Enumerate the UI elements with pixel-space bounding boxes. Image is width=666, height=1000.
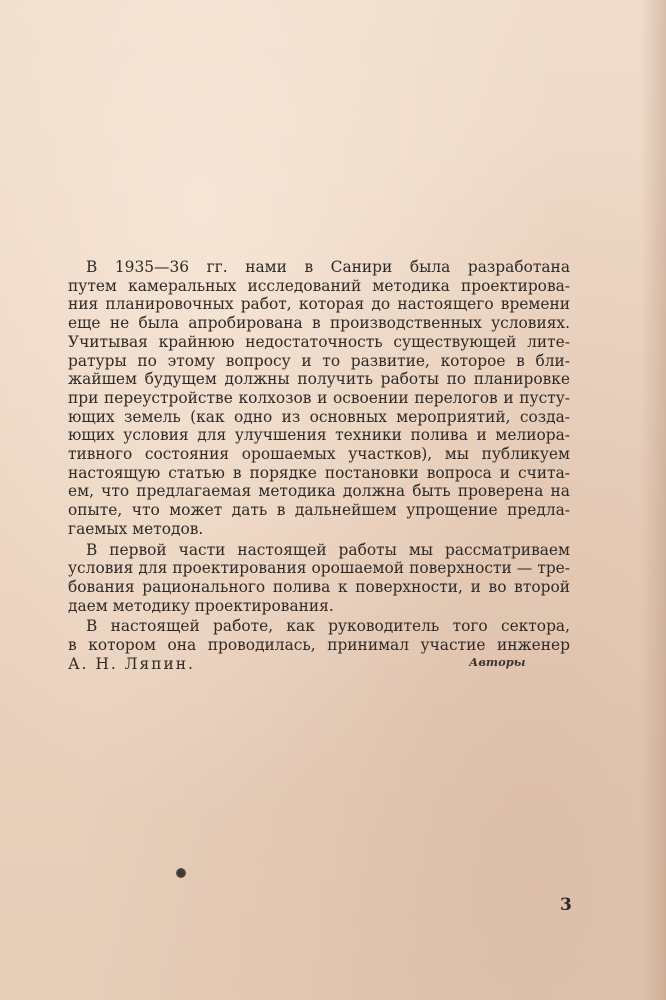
text-line: путем камеральных исследований методика проектирова- xyxy=(68,276,570,295)
text-line: В настоящей работе, как руководитель того сектора, xyxy=(86,617,570,636)
text-line: опыте, что может дать в дальнейшем упрощение предла- xyxy=(68,501,570,520)
text-line: гаемых методов. xyxy=(68,519,204,538)
page-edge-shadow xyxy=(640,0,666,1000)
text-line: В 1935—36 гг. нами в Санири была разработана xyxy=(86,258,570,276)
text-line: тивного состояния орошаемых участков), мы публикуем xyxy=(68,445,570,464)
text-line: даем методику проектирования. xyxy=(68,596,334,615)
text-line: бования рационального полива к поверхности, и во второй xyxy=(68,577,570,596)
text-line: еще не была апробирована в производственных условиях. xyxy=(68,314,570,333)
text-line: В первой части настоящей работы мы рассматриваем xyxy=(86,540,570,559)
page-number: 3 xyxy=(560,895,572,915)
text-line: настоящую статью в порядке постановки вопроса и счита- xyxy=(68,463,570,482)
text-line: ющих условия для улучшения техники полива и мелиора- xyxy=(68,426,570,445)
text-line: ратуры по этому вопросу и то развитие, которое в бли- xyxy=(68,351,570,370)
text-line: жайшем будущем должны получить работы по планировке xyxy=(68,370,570,389)
text-line: условия для проектирования орошаемой поверхности — тре- xyxy=(68,559,570,578)
text-line: ющих земель (как одно из основных мероприятий, созда- xyxy=(68,407,570,426)
paragraph-1 xyxy=(68,258,570,539)
signature: Авторы xyxy=(469,655,526,669)
ink-dot xyxy=(176,868,186,878)
text-line: ния планировочных работ, которая до настоящего времени xyxy=(68,295,570,314)
paragraph-2 xyxy=(68,541,570,616)
text-line: при переустройстве колхозов и освоении перелогов и пусту- xyxy=(68,388,570,407)
text-line: А. Н. Ляпин. xyxy=(68,654,195,673)
text-line: в котором она проводилась, принимал участие инженер xyxy=(68,636,570,655)
body-text xyxy=(68,258,570,673)
text-line: Учитывая крайнюю недостаточность существующей лите- xyxy=(68,332,570,351)
text-line: ем, что предлагаемая методика должна быть проверена на xyxy=(68,482,570,501)
